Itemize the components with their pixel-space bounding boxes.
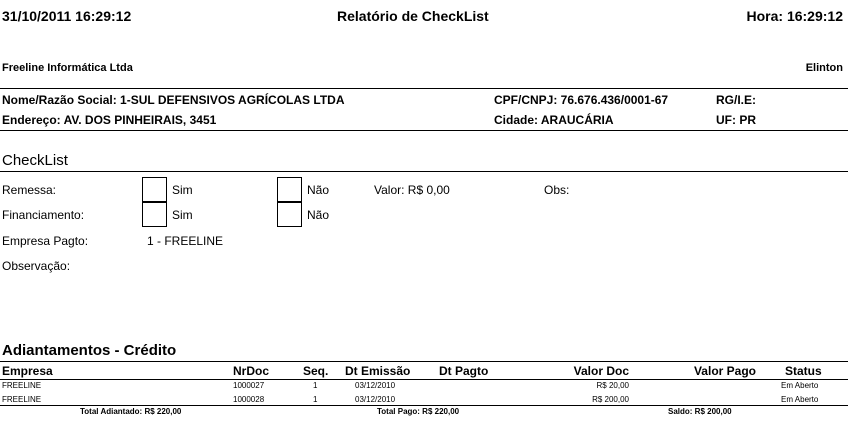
observacao-label: Observação: bbox=[2, 259, 71, 273]
company-name: Freeline Informática Ltda bbox=[2, 62, 133, 74]
client-rg: RG/I.E: bbox=[716, 93, 757, 107]
valor-text: Valor: R$ 0,00 bbox=[374, 183, 450, 197]
remessa-nao-label: Não bbox=[307, 183, 330, 197]
client-name: Nome/Razão Social: 1-SUL DEFENSIVOS AGRÍCOLAS LTDA bbox=[2, 93, 345, 107]
divider bbox=[0, 171, 848, 172]
empresa-pagto-label: Empresa Pagto: bbox=[2, 234, 89, 248]
financiamento-nao-checkbox[interactable] bbox=[277, 202, 302, 227]
table-row-dt-emissao: 03/12/2010 bbox=[355, 381, 396, 390]
table-row-nrdoc: 1000028 bbox=[233, 395, 265, 404]
client-cpf: CPF/CNPJ: 76.676.436/0001-67 bbox=[494, 93, 669, 107]
remessa-sim-label: Sim bbox=[172, 183, 193, 197]
divider bbox=[0, 361, 848, 362]
table-row-empresa: FREELINE bbox=[2, 395, 42, 404]
remessa-label: Remessa: bbox=[2, 183, 57, 197]
table-row-seq: 1 bbox=[313, 381, 318, 390]
table-row-valor-doc: R$ 200,00 bbox=[592, 395, 629, 404]
col-valor-doc: Valor Doc bbox=[573, 364, 629, 378]
col-status: Status bbox=[785, 364, 822, 378]
table-row-dt-emissao: 03/12/2010 bbox=[355, 395, 396, 404]
divider bbox=[0, 130, 848, 131]
client-uf: UF: PR bbox=[716, 113, 756, 127]
table-row-seq: 1 bbox=[313, 395, 318, 404]
table-row-empresa: FREELINE bbox=[2, 381, 42, 390]
financiamento-label: Financiamento: bbox=[2, 208, 85, 222]
report-datetime: 31/10/2011 16:29:12 bbox=[2, 8, 132, 24]
obs-label: Obs: bbox=[544, 183, 570, 197]
user-name: Elinton bbox=[805, 62, 843, 74]
divider bbox=[0, 405, 848, 406]
remessa-nao-checkbox[interactable] bbox=[277, 177, 302, 202]
advances-title: Adiantamentos - Crédito bbox=[2, 342, 177, 359]
col-dt-pagto: Dt Pagto bbox=[439, 364, 489, 378]
col-dt-emissao: Dt Emissão bbox=[345, 364, 411, 378]
financiamento-sim-checkbox[interactable] bbox=[142, 202, 167, 227]
client-address: Endereço: AV. DOS PINHEIRAIS, 3451 bbox=[2, 113, 217, 127]
col-valor-pago: Valor Pago bbox=[693, 364, 756, 378]
table-row-nrdoc: 1000027 bbox=[233, 381, 265, 390]
checklist-title: CheckList bbox=[2, 152, 68, 169]
table-row-status: Em Aberto bbox=[781, 381, 819, 390]
divider bbox=[0, 88, 848, 89]
financiamento-sim-label: Sim bbox=[172, 208, 193, 222]
empresa-pagto-value: 1 - FREELINE bbox=[147, 234, 224, 248]
financiamento-nao-label: Não bbox=[307, 208, 330, 222]
col-nrdoc: NrDoc bbox=[233, 364, 270, 378]
table-row-valor-doc: R$ 20,00 bbox=[596, 381, 629, 390]
saldo: Saldo: R$ 200,00 bbox=[668, 407, 732, 416]
client-city: Cidade: ARAUCÁRIA bbox=[494, 113, 614, 127]
divider bbox=[0, 379, 848, 380]
report-time: Hora: 16:29:12 bbox=[746, 8, 843, 24]
col-empresa: Empresa bbox=[2, 364, 53, 378]
total-adiantado: Total Adiantado: R$ 220,00 bbox=[80, 407, 182, 416]
total-pago: Total Pago: R$ 220,00 bbox=[377, 407, 460, 416]
report-title: Relatório de CheckList bbox=[337, 8, 489, 24]
table-row-status: Em Aberto bbox=[781, 395, 819, 404]
remessa-sim-checkbox[interactable] bbox=[142, 177, 167, 202]
col-seq: Seq. bbox=[303, 364, 329, 378]
